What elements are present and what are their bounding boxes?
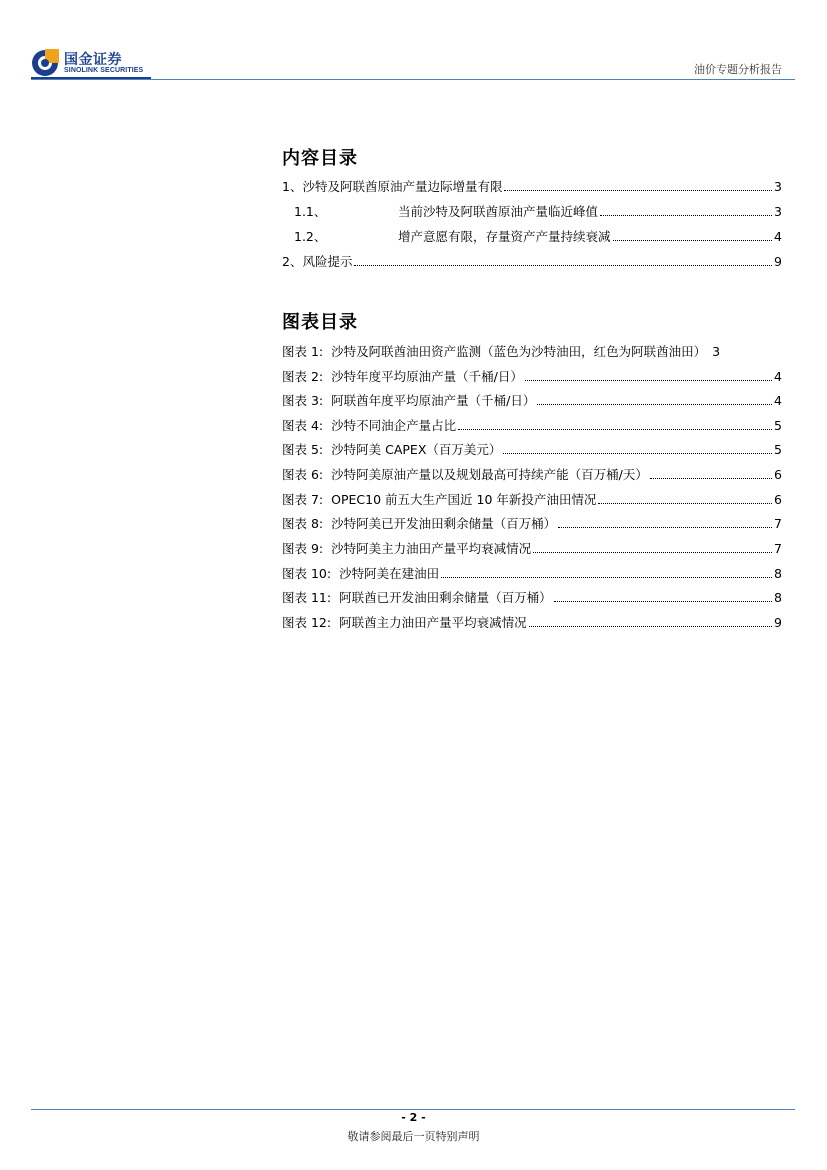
- company-logo: [31, 47, 156, 79]
- toc-entry-text: 当前沙特及阿联酋原油产量临近峰值: [398, 204, 599, 219]
- figure-entry-text: 沙特不同油企产量占比: [331, 418, 457, 433]
- figure-entry-number: 图表 12:: [282, 615, 332, 630]
- figure-entry-number: 图表 11:: [282, 590, 332, 605]
- figure-entry[interactable]: [282, 440, 782, 458]
- dot-leader: [598, 503, 772, 504]
- figure-entry-text: OPEC10 前五大生产国近 10 年新投产油田情况: [331, 492, 597, 507]
- header-divider-accent: [31, 77, 151, 79]
- dot-leader: [558, 527, 772, 528]
- figure-entry-number: 图表 9:: [282, 541, 324, 556]
- figure-entry-page: 6: [774, 492, 782, 507]
- figure-entry[interactable]: [282, 564, 782, 582]
- figure-entry-number: 图表 8:: [282, 516, 324, 531]
- footer-divider: [31, 1109, 795, 1110]
- figure-entry-page: 8: [774, 566, 782, 581]
- figure-entry[interactable]: [282, 367, 782, 385]
- dot-leader: [554, 601, 772, 602]
- toc-entry-page: 3: [774, 204, 782, 219]
- dot-leader: [504, 190, 772, 191]
- dot-leader: [533, 552, 772, 553]
- figure-entry-page: 8: [774, 590, 782, 605]
- figure-entry-text: 沙特阿美原油产量以及规划最高可持续产能（百万桶/天）: [331, 467, 648, 482]
- toc-subentry[interactable]: [282, 227, 782, 245]
- dot-leader: [525, 380, 772, 381]
- toc-entry-number: 1.1、: [294, 204, 327, 219]
- toc-subentry[interactable]: [282, 202, 782, 220]
- figure-entry-text: 沙特年度平均原油产量（千桶/日）: [331, 369, 523, 384]
- figure-entry-text: 阿联酋已开发油田剩余储量（百万桶）: [339, 590, 552, 605]
- figure-entry-page: 5: [774, 442, 782, 457]
- figure-entry-number: 图表 5:: [282, 442, 324, 457]
- page-number: - 2 -: [401, 1111, 426, 1124]
- figure-entry[interactable]: [282, 514, 782, 532]
- figure-entry[interactable]: [282, 465, 782, 483]
- toc-entry-number: 2、: [282, 254, 303, 269]
- figure-entry-number: 图表 3:: [282, 393, 324, 408]
- figure-entry-page: 5: [774, 418, 782, 433]
- sinolink-logo-icon: [31, 49, 59, 77]
- figure-entry-page: 4: [774, 369, 782, 384]
- figure-entry[interactable]: [282, 588, 782, 606]
- figure-entry[interactable]: [282, 490, 782, 508]
- figure-entry-page: 3: [712, 344, 721, 359]
- toc-entry-text: 风险提示: [302, 254, 353, 269]
- figure-entry-page: 9: [774, 615, 782, 630]
- logo-text-en: SINOLINK SECURITIES: [64, 67, 144, 74]
- dot-leader: [600, 215, 772, 216]
- toc-entry[interactable]: [282, 177, 782, 195]
- dot-leader: [354, 265, 772, 266]
- figure-entry-text: 沙特阿美在建油田: [339, 566, 440, 581]
- figure-entry[interactable]: [282, 539, 782, 557]
- figure-entry[interactable]: [282, 416, 782, 434]
- figure-entry-number: 图表 6:: [282, 467, 324, 482]
- figure-entry-text: 阿联酋年度平均原油产量（千桶/日）: [331, 393, 536, 408]
- figure-entry-page: 4: [774, 393, 782, 408]
- dot-leader: [650, 478, 772, 479]
- figure-entry-text: 沙特阿美 CAPEX（百万美元）: [331, 442, 502, 457]
- toc-entry-text: 沙特及阿联酋原油产量边际增量有限: [302, 179, 503, 194]
- figure-entry-page: 7: [774, 541, 782, 556]
- figure-entry-text: 沙特阿美主力油田产量平均衰减情况: [331, 541, 532, 556]
- figure-entry-text: 沙特及阿联酋油田资产监测（蓝色为沙特油田，红色为阿联酋油田）: [331, 344, 707, 359]
- report-type-label: 油价专题分析报告: [694, 63, 782, 76]
- dot-leader: [441, 577, 772, 578]
- toc-entry-page: 3: [774, 179, 782, 194]
- dot-leader: [458, 429, 772, 430]
- figure-entry-text: 阿联酋主力油田产量平均衰减情况: [339, 615, 527, 630]
- dot-leader: [529, 626, 772, 627]
- logo-text-cn: 国金证券: [64, 52, 122, 68]
- figure-entry-number: 图表 10:: [282, 566, 332, 581]
- figure-entry[interactable]: [282, 613, 782, 631]
- toc-entry-page: 4: [774, 229, 782, 244]
- dot-leader: [503, 453, 772, 454]
- toc-entry-text: 增产意愿有限，存量资产产量持续衰减: [398, 229, 611, 244]
- disclaimer-note: 敬请参阅最后一页特别声明: [347, 1130, 480, 1143]
- toc-entry-page: 9: [774, 254, 782, 269]
- figure-entry-number: 图表 2:: [282, 369, 324, 384]
- figure-entry-text: 沙特阿美已开发油田剩余储量（百万桶）: [331, 516, 557, 531]
- figure-list-title: 图表目录: [282, 312, 358, 333]
- figure-entry[interactable]: [282, 391, 782, 409]
- toc-entry-number: 1、: [282, 179, 303, 194]
- figure-entry[interactable]: [282, 342, 782, 360]
- figure-entry-page: 7: [774, 516, 782, 531]
- toc-entry[interactable]: [282, 252, 782, 270]
- figure-entry-number: 图表 7:: [282, 492, 324, 507]
- dot-leader: [613, 240, 773, 241]
- header-divider: [31, 79, 795, 80]
- toc-entry-number: 1.2、: [294, 229, 327, 244]
- dot-leader: [537, 404, 772, 405]
- figure-entry-number: 图表 4:: [282, 418, 324, 433]
- toc-title: 内容目录: [282, 148, 358, 169]
- figure-entry-number: 图表 1:: [282, 344, 324, 359]
- figure-entry-page: 6: [774, 467, 782, 482]
